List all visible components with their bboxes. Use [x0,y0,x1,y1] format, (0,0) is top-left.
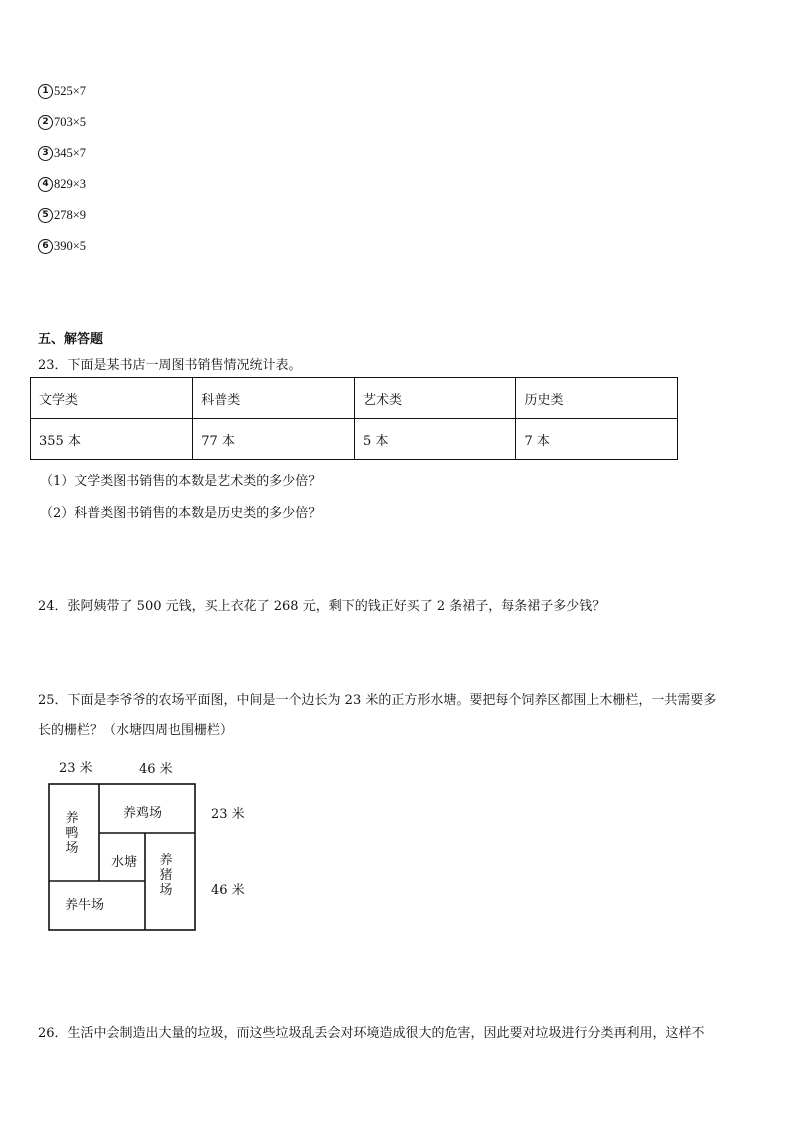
chicken-farm-label: 养鸡场 [123,806,163,821]
question-23-part-2: （2）科普类图书销售的本数是历史类的多少倍？ [40,506,322,521]
calc-expression: 703×5 [54,115,87,129]
duck-farm-label: 养鸭场 [65,811,79,856]
number-badge: 1 [38,84,53,99]
pond-label: 水塘 [111,855,138,870]
number-badge: 4 [38,177,53,192]
number-badge: 3 [38,146,53,161]
question-25-line-1: 25．下面是李爷爷的农场平面图，中间是一个边长为 23 米的正方形水塘。要把每个饲养区都围上木栅栏，一共需要多 [38,693,717,708]
number-badge: 5 [38,208,53,223]
table-cell: 77 本 [193,419,355,460]
dimension-label-right-top: 23 米 [211,807,245,822]
table-header-cell: 文学类 [31,378,193,419]
number-badge: 2 [38,115,53,130]
calc-expression: 345×7 [54,146,87,160]
table-cell: 5 本 [354,419,516,460]
calc-expression: 829×3 [54,177,87,191]
number-badge: 6 [38,239,53,254]
question-26: 26．生活中会制造出大量的垃圾，而这些垃圾乱丢会对环境造成很大的危害，因此要对垃圾进行分类再利用，这样不 [38,1026,705,1041]
table-header-cell: 历史类 [516,378,678,419]
table-header-cell: 艺术类 [354,378,516,419]
question-24: 24．张阿姨带了 500 元钱，买上衣花了 268 元，剩下的钱正好买了 2 条裙子，每条裙子多少钱？ [38,599,606,614]
question-23: 23．下面是某书店一周图书销售情况统计表。 [38,358,302,373]
dimension-label-top-right: 46 米 [139,762,173,777]
calc-expression: 525×7 [54,84,87,98]
table-cell: 355 本 [31,419,193,460]
dimension-label-top-left: 23 米 [59,761,93,776]
section-title: 五、解答题 [38,332,104,347]
pig-farm-label: 养猪场 [159,853,173,898]
dimension-label-right-bottom: 46 米 [211,883,245,898]
question-25-line-2: 长的栅栏？（水塘四周也围栅栏） [38,723,234,738]
cow-farm-label: 养牛场 [65,898,105,913]
table-cell: 7 本 [516,419,678,460]
calc-expression: 278×9 [54,208,87,222]
calc-expression: 390×5 [54,239,87,253]
question-23-part-1: （1）文学类图书销售的本数是艺术类的多少倍？ [40,474,322,489]
table-header-cell: 科普类 [193,378,355,419]
